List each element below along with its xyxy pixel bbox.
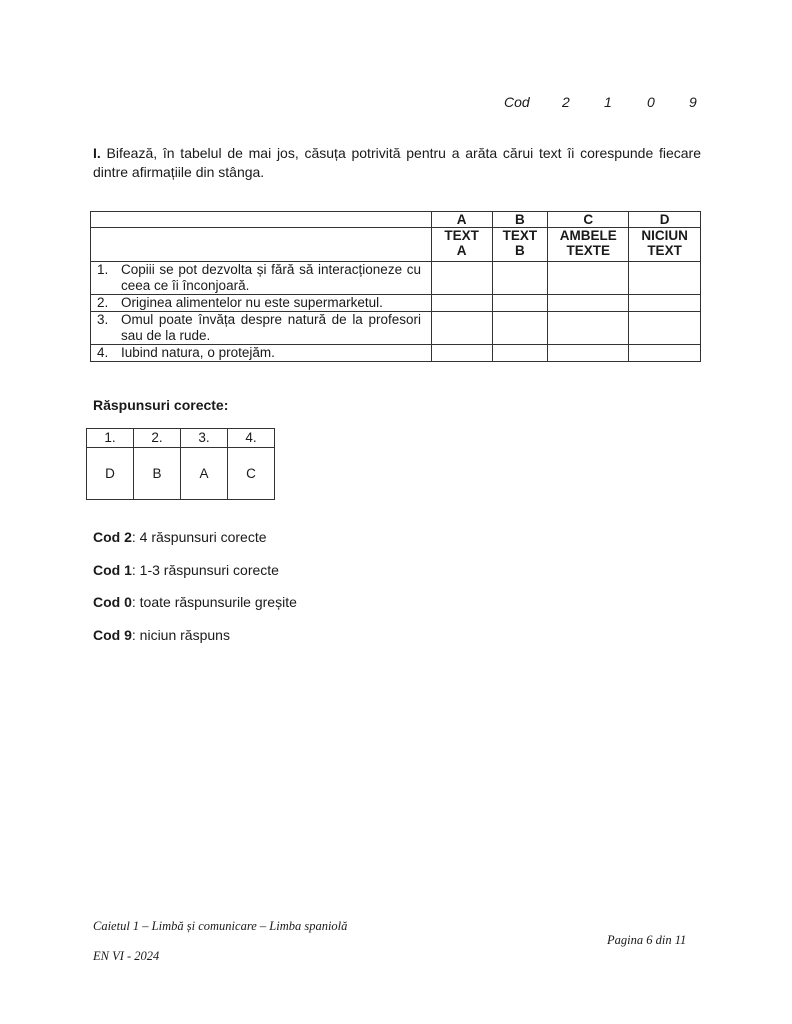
answer-checkbox[interactable]: [629, 295, 701, 312]
answer-number: 2.: [134, 429, 181, 448]
answer-checkbox[interactable]: [629, 345, 701, 362]
code-line: Cod 0: toate răspunsurile greșite: [93, 594, 297, 610]
answer-checkbox[interactable]: [492, 345, 548, 362]
instruction: [93, 144, 701, 182]
code-value: 9: [689, 94, 697, 110]
answer-checkbox[interactable]: [431, 312, 492, 345]
answer-number: 4.: [228, 429, 275, 448]
column-letter: B: [492, 212, 548, 228]
code-line: Cod 9: niciun răspuns: [93, 627, 230, 643]
table-row: [91, 295, 701, 312]
correct-answers-table: [86, 428, 275, 500]
answer-number: 3.: [181, 429, 228, 448]
answer-value: B: [134, 448, 181, 500]
column-letter: C: [548, 212, 629, 228]
answer-value: A: [181, 448, 228, 500]
answer-checkbox[interactable]: [548, 262, 629, 295]
answer-checkbox[interactable]: [431, 345, 492, 362]
table-row: [91, 312, 701, 345]
answer-checkbox[interactable]: [548, 295, 629, 312]
answer-checkbox[interactable]: [431, 262, 492, 295]
column-header: NICIUN TEXT: [629, 228, 701, 262]
code-value: 2: [562, 94, 570, 110]
column-header: TEXT A: [431, 228, 492, 262]
footer-booklet: Caietul 1 – Limbă și comunicare – Limba spaniolă: [93, 919, 348, 933]
table-row: [91, 262, 701, 295]
answer-value: D: [87, 448, 134, 500]
answer-checkbox[interactable]: [548, 345, 629, 362]
statements-table: [90, 211, 701, 362]
answer-checkbox[interactable]: [492, 295, 548, 312]
answer-checkbox[interactable]: [431, 295, 492, 312]
statement-cell: 2. Originea alimentelor nu este supermarketul.: [91, 295, 432, 312]
table-blank-header: [91, 228, 432, 262]
code-line: Cod 2: 4 răspunsuri corecte: [93, 529, 267, 545]
footer-page-number: Pagina 6 din 11: [607, 933, 687, 947]
answer-checkbox[interactable]: [492, 262, 548, 295]
code-value: 0: [647, 94, 655, 110]
statement-cell: 1. Copiii se pot dezvolta și fără să interacționeze cu ceea ce îi înconjoară.: [91, 262, 432, 295]
answer-checkbox[interactable]: [548, 312, 629, 345]
table-corner: [91, 212, 432, 228]
column-header: TEXT B: [492, 228, 548, 262]
column-letter: A: [431, 212, 492, 228]
table-row: [91, 345, 701, 362]
instruction-text: Bifează, în tabelul de mai jos, căsuța potrivită pentru a arăta cărui text îi corespunde fiecare dintre afirmațiile din stânga.: [93, 145, 702, 180]
correct-answers-title: Răspunsuri corecte:: [93, 397, 229, 413]
code-label: Cod: [504, 94, 530, 110]
answer-checkbox[interactable]: [629, 262, 701, 295]
statement-cell: 3. Omul poate învăța despre natură de la profesori sau de la rude.: [91, 312, 432, 345]
column-letter: D: [629, 212, 701, 228]
column-header: AMBELE TEXTE: [548, 228, 629, 262]
code-value: 1: [604, 94, 612, 110]
answer-checkbox[interactable]: [629, 312, 701, 345]
answer-number: 1.: [87, 429, 134, 448]
footer-exam: EN VI - 2024: [93, 949, 160, 963]
instruction-number: I.: [93, 145, 101, 161]
answer-checkbox[interactable]: [492, 312, 548, 345]
statement-cell: 4. Iubind natura, o protejăm.: [91, 345, 432, 362]
code-line: Cod 1: 1-3 răspunsuri corecte: [93, 562, 279, 578]
answer-value: C: [228, 448, 275, 500]
